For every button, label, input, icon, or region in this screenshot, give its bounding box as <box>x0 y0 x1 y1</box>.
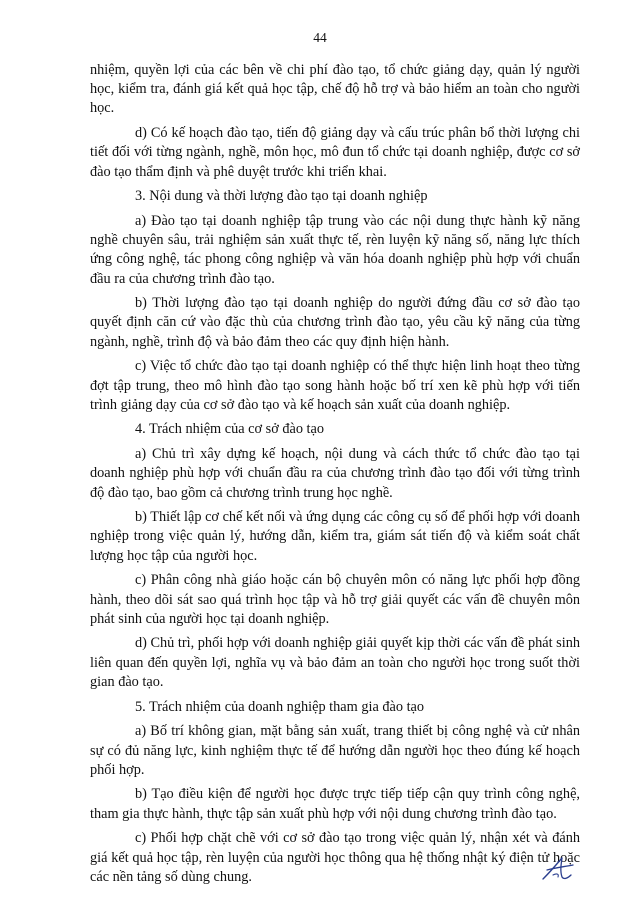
section-heading-3: 3. Nội dung và thời lượng đào tạo tại doanh nghiệp <box>135 188 428 205</box>
section-heading-5: 5. Trách nhiệm của doanh nghiệp tham gia đào tạo <box>135 698 425 715</box>
paragraph-3a: a) Đào tạo tại doanh nghiệp tập trung vào các nội dung thực hành kỹ năng nghề chuyên sâu, trải nghiệm sản xuất thực tế, rèn luyện kỹ năng số, năng lực thích ứng công nghệ, tác phong công nghiệp và văn hóa doanh nghiệp phù hợp với chuẩn đầu ra của chương trình đào tạo. <box>90 212 580 287</box>
paragraph-4d: d) Chủ trì, phối hợp với doanh nghiệp giải quyết kịp thời các vấn đề phát sinh liên quan đến quyền lợi, nghĩa vụ và bảo đảm an toàn cho người học trong suốt thời gian đào tạo. <box>90 635 580 690</box>
paragraph-3b: b) Thời lượng đào tạo tại doanh nghiệp do người đứng đầu cơ sở đào tạo quyết định căn cứ vào đặc thù của chương trình đào tạo, yêu cầu kỹ năng của từng ngành, nghề, trình độ và bảo đảm theo các quy định hiện hành. <box>90 295 580 350</box>
document-body <box>90 61 580 892</box>
page-number: 44 <box>313 30 327 45</box>
paragraph-continuation: nhiệm, quyền lợi của các bên về chi phí đào tạo, tổ chức giảng dạy, quản lý người học, kiểm tra, đánh giá kết quả học tập, chế độ hỗ trợ và bảo hiểm an toàn cho người học. <box>90 62 580 117</box>
paragraph-4b: b) Thiết lập cơ chế kết nối và ứng dụng các công cụ số để phối hợp với doanh nghiệp trong việc quản lý, hướng dẫn, kiểm tra, giám sát tiến độ và kiểm soát chất lượng học tập của người học. <box>90 509 580 564</box>
handwritten-signature <box>540 856 576 882</box>
paragraph-2d: d) Có kế hoạch đào tạo, tiến độ giảng dạy và cấu trúc phân bổ thời lượng chi tiết đối với từng ngành, nghề, môn học, mô đun tổ chức tại doanh nghiệp, được cơ sở đào tạo thẩm định và phê duyệt trước khi triển khai. <box>90 125 580 180</box>
paragraph-4a: a) Chủ trì xây dựng kế hoạch, nội dung và cách thức tổ chức đào tạo tại doanh nghiệp phù hợp với chuẩn đầu ra của chương trình đào tạo đối với từng trình độ đào tạo, bao gồm cả chương trình trung học nghề. <box>90 446 580 501</box>
paragraph-5b: b) Tạo điều kiện để người học được trực tiếp tiếp cận quy trình công nghệ, tham gia thực hành, thực tập sản xuất phù hợp với nội dung chương trình đào tạo. <box>90 786 580 822</box>
section-heading-4: 4. Trách nhiệm của cơ sở đào tạo <box>135 421 325 438</box>
paragraph-4c: c) Phân công nhà giáo hoặc cán bộ chuyên môn có năng lực phối hợp đồng hành, theo dõi sát sao quá trình học tập và hỗ trợ giải quyết các vấn đề chuyên môn phát sinh của người học tại doanh nghiệp. <box>90 572 580 627</box>
paragraph-3c: c) Việc tổ chức đào tạo tại doanh nghiệp có thể thực hiện linh hoạt theo từng đợt tập trung, theo mô hình đào tạo song hành hoặc bố trí xen kẽ phù hợp với tiến trình giảng dạy của cơ sở đào tạo và kế hoạch sản xuất của doanh nghiệp. <box>90 358 580 413</box>
paragraph-5a: a) Bố trí không gian, mặt bằng sản xuất, trang thiết bị công nghệ và cử nhân sự có đủ năng lực, kinh nghiệm thực tế để hướng dẫn người học theo đúng kế hoạch phối hợp. <box>90 723 580 778</box>
paragraph-5c: c) Phối hợp chặt chẽ với cơ sở đào tạo trong việc quản lý, nhận xét và đánh giá kết quả học tập, rèn luyện của người học thông qua hệ thống nhật ký điện tử hoặc các nền tảng số dùng chung. <box>90 830 580 885</box>
